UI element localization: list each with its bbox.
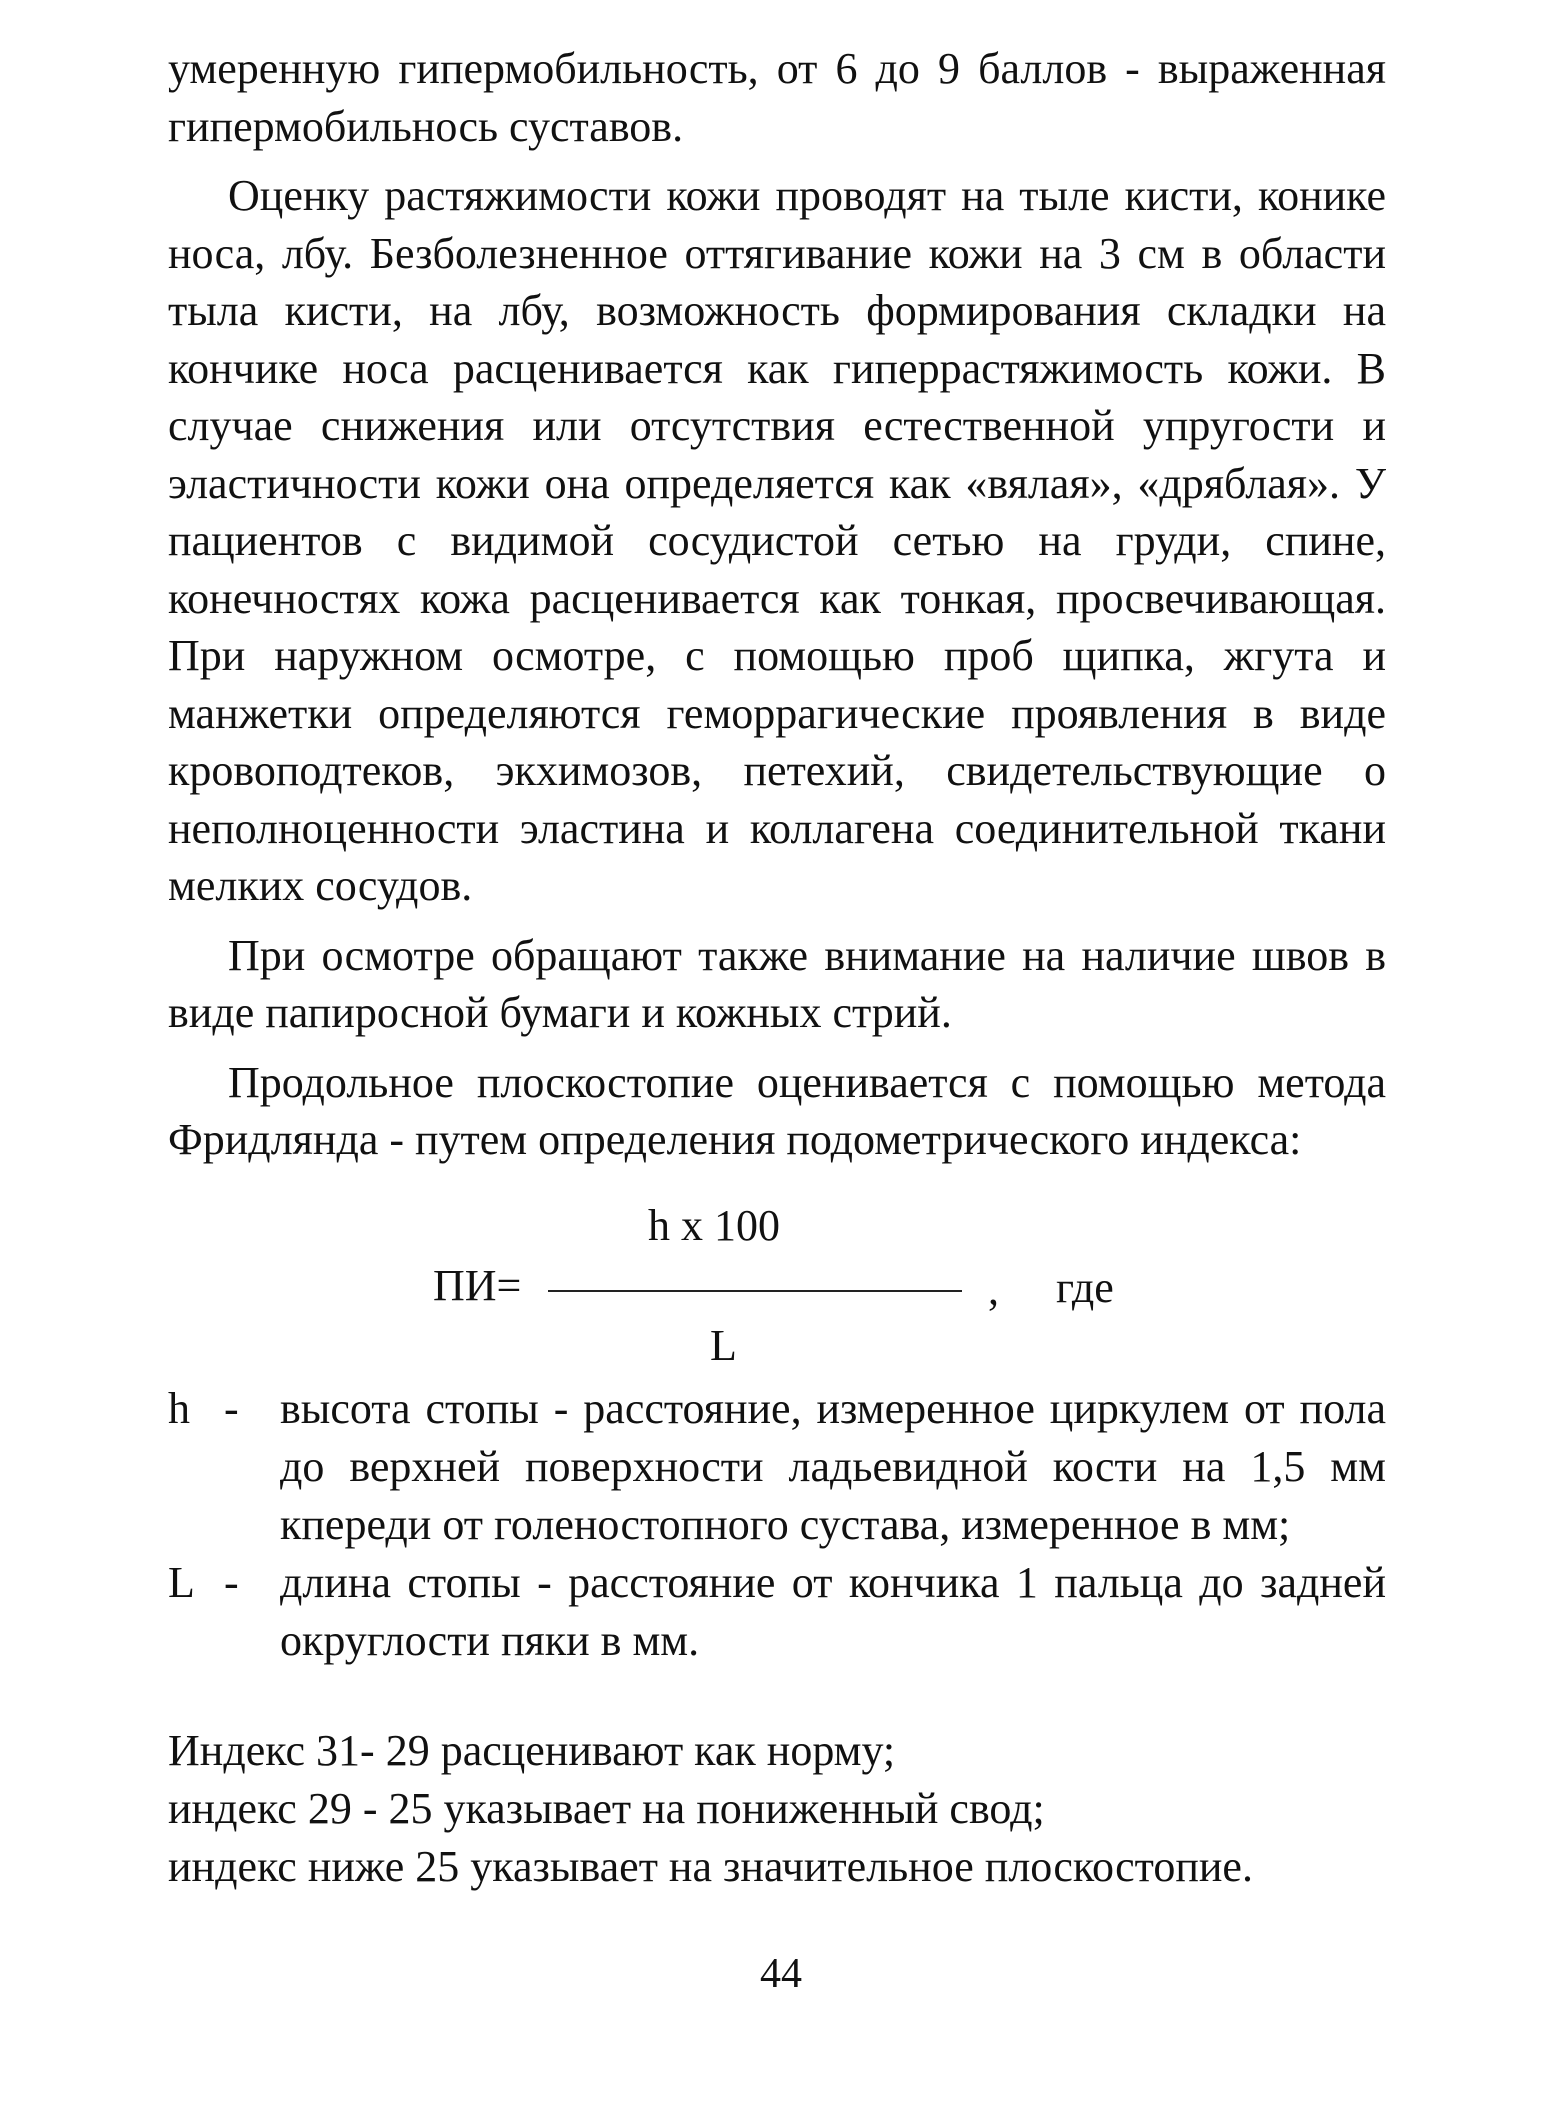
index-line-flatfoot: индекс ниже 25 указывает на значительное плоскостопие.	[168, 1842, 1253, 1891]
index-line-norm: Индекс 31- 29 расценивают как норму;	[168, 1726, 896, 1775]
formula-denominator: L	[710, 1321, 737, 1370]
paragraph-sutures-striae: При осмотре обращают также внимание на наличие швов в виде папиросной бумаги и кожных стрий.	[168, 930, 1386, 1037]
definition-term: L	[168, 1558, 195, 1607]
paragraph-continuation: умеренную гипермобильность, от 6 до 9 баллов - выраженная гипермобильнось суставов.	[168, 44, 1386, 151]
formula-where: где	[1056, 1263, 1114, 1312]
definition-l	[168, 1554, 1386, 1670]
index-interpretation	[168, 1722, 1386, 1896]
formula-fraction-line	[548, 1290, 962, 1292]
paragraph-flatfoot-method: Продольное плоскостопие оценивается с помощью метода Фридлянда - путем определения подометрического индекса:	[168, 1057, 1386, 1164]
formula-definitions	[168, 1380, 1386, 1670]
formula-numerator: h x 100	[648, 1201, 780, 1250]
formula-comma: ,	[988, 1265, 999, 1314]
body-text-top	[168, 40, 1386, 1169]
definition-dash: -	[224, 1558, 239, 1607]
definition-h	[168, 1380, 1386, 1554]
index-line-lowered-arch: индекс 29 - 25 указывает на пониженный свод;	[168, 1784, 1045, 1833]
paragraph-skin-elasticity: Оценку растяжимости кожи проводят на тыле кисти, конике носа, лбу. Безболезненное оттягивание кожи на 3 см в области тыла кисти, на лбу, возможность формирования складки на кончике носа расценивается как гиперрастяжимость кожи. В случае снижения или отсутствия естественной упругости и эластичности кожи она определяется как «вялая», «дряблая». У пациентов с видимой сосудистой сетью на груди, спине, конечностях кожа расценивается как тонкая, просвечивающая. При наружном осмотре, с помощью проб щипка, жгута и манжетки определяются геморрагические проявления в виде кровоподтеков, экхимозов, петехий, свидетельствующие о неполноценности эластина и коллагена соединительной ткани мелких сосудов.	[168, 171, 1386, 910]
formula-lhs: ПИ=	[433, 1261, 522, 1310]
definition-text: длина стопы - расстояние от кончика 1 пальца до задней округлости пяки в мм.	[280, 1558, 1386, 1665]
definition-text: высота стопы - расстояние, измеренное циркулем от пола до верхней поверхности ладьевидной кости на 1,5 мм кпереди от голеностопного сустава, измеренное в мм;	[280, 1384, 1386, 1549]
page-number: 44	[760, 1951, 802, 1997]
definition-dash: -	[224, 1384, 239, 1433]
definition-term: h	[168, 1384, 190, 1433]
